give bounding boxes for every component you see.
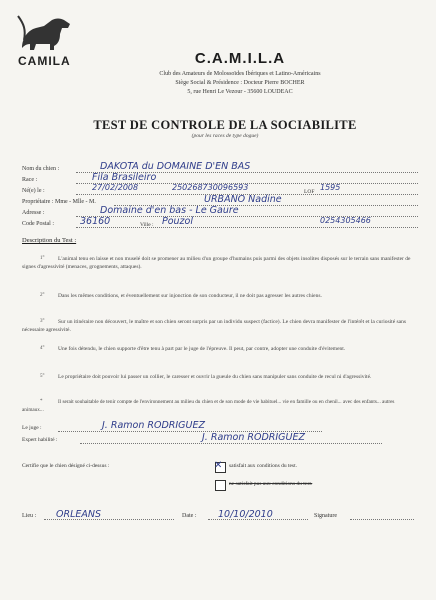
expert-label: Expert habilité : (22, 437, 58, 443)
test-4-number: 4° (40, 346, 45, 351)
test-1-number: 1° (40, 256, 45, 261)
club-logo (14, 10, 78, 70)
town-label: Ville : (140, 222, 154, 228)
phone-value: 0254305466 (320, 216, 371, 225)
date-label: Date : (182, 513, 197, 519)
judge-label: Le juge : (22, 425, 42, 431)
option-pass-label: satisfait aux conditions du test. (229, 463, 297, 469)
dog-icon (14, 10, 78, 54)
town-value: Pouzol (162, 216, 194, 227)
option-fail-checkbox[interactable] (215, 480, 226, 491)
postcode-label: Code Postal : (22, 221, 55, 227)
org-line-3: 5, rue Henri Le Vezour - 35600 LOUDEAC (187, 89, 293, 95)
check-mark-icon: ✕ (214, 460, 223, 471)
test-3-number: 3° (40, 319, 45, 324)
expert-value: J. Ramon RODRIGUEZ (202, 432, 305, 443)
description-title: Description du Test : (22, 237, 77, 244)
chip-value: 250268730096593 (172, 183, 249, 192)
document-subtitle: (pour les races de type dogue) (191, 133, 259, 139)
row-city (22, 218, 422, 229)
race-label: Race : (22, 177, 38, 183)
test-2-text: Dans les mêmes conditions, et éventuellement sur injonction de son conducteur, il ne doit pas agresser les autres chiens. (58, 293, 322, 299)
row-dog-name (22, 163, 422, 174)
dog-name-value: DAKOTA du DOMAINE D'EN BAS (100, 161, 251, 172)
place-value: ORLEANS (56, 509, 102, 520)
test-4 (22, 345, 412, 353)
signature-label: Signature (314, 513, 337, 519)
postcode-value: 36160 (80, 216, 111, 227)
test-3 (22, 318, 412, 334)
dog-name-label: Nom du chien : (22, 166, 60, 172)
lof-value: 1595 (320, 183, 341, 192)
test-note-number: * (40, 399, 43, 404)
place-label: Lieu : (22, 513, 37, 519)
certify-text: Certifie que le chien désigné ci-dessus : (22, 463, 110, 469)
dog-info-form (22, 163, 422, 229)
date-value: 10/10/2010 (218, 509, 273, 520)
test-2-number: 2° (40, 293, 45, 298)
logo-text: CAMILA (18, 54, 71, 68)
race-value: Fila Brasileiro (92, 172, 157, 183)
test-note-text: Il serait souhaitable de tenir compte de l'environnement au milieu du chien et de son mode de vie habituel... vie en famille ou en chenil... avec des enfants... autres animaux... (22, 399, 395, 413)
test-5-text: Le propriétaire doit pouvoir lui passer un collier, le caresser et ouvrir la gueule du chien sans manipuler sans conduite de recul ni d'agressivité. (58, 374, 372, 380)
test-1-text: L'animal tenu en laisse et non muselé doit se promener au milieu d'un groupe d'humains puis parmi des objets insolites disposés sur le terrain sans manifester de signes d'agressivité (menaces, grognements, attaques). (22, 256, 411, 270)
born-label: Né(e) le : (22, 188, 45, 194)
document-title: TEST DE CONTROLE DE LA SOCIABILITE (93, 118, 357, 132)
option-fail-label: ne satisfait pas aux conditions du test. (229, 481, 313, 487)
test-1 (22, 255, 412, 271)
test-3-text: Sur un itinéraire non découvert, le maître et son chien seront surpris par un individu suspect (factice). Le chien devra manifester de l'intérêt et la curiosité sans nécessaire agressivité. (22, 319, 406, 333)
test-note (22, 398, 412, 414)
lof-label: LOF (304, 189, 315, 195)
test-2 (22, 292, 412, 300)
org-line-2: Siège Social & Présidence : Docteur Pierre BOCHER (175, 80, 305, 86)
owner-value: URBANO Nadine (204, 194, 282, 205)
org-line-1: Club des Amateurs de Molossoïdes Ibériques et Latino-Américains (159, 71, 321, 77)
expert-row (22, 434, 382, 445)
test-4-text: Une fois détendu, le chien supporte d'être tenu à part par le juge de l'épreuve. Il peut, par contre, adopter une conduite d'évitement. (58, 346, 346, 352)
org-name: C.A.M.I.L.A (194, 50, 286, 67)
test-5-number: 5° (40, 374, 45, 379)
test-5 (22, 373, 412, 381)
address-value: Domaine d'en bas - Le Gaure (100, 205, 239, 216)
address-label: Adresse : (22, 210, 45, 216)
judge-value: J. Ramon RODRIGUEZ (102, 420, 205, 431)
place-date-row (22, 505, 422, 525)
owner-label: Propriétaire : Mme - Mlle - M. (22, 199, 96, 205)
born-value: 27/02/2008 (92, 183, 139, 192)
